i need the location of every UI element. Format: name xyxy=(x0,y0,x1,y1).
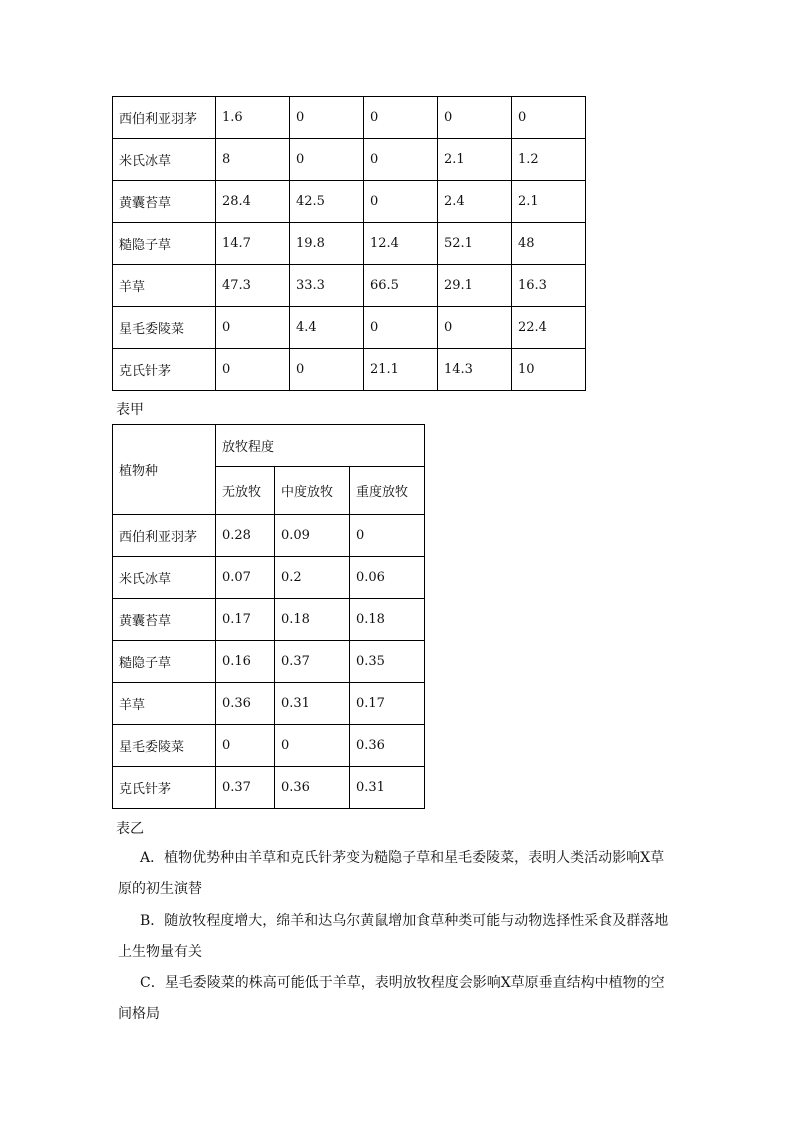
value-cell: 0 xyxy=(438,307,512,349)
header-plant-species: 植物种 xyxy=(113,425,216,515)
value-cell: 0 xyxy=(290,139,364,181)
plant-name-cell: 西伯利亚羽茅 xyxy=(113,515,216,557)
table-row xyxy=(113,683,425,725)
value-cell: 29.1 xyxy=(438,265,512,307)
plant-name-cell: 糙隐子草 xyxy=(113,641,216,683)
table-b-header-row xyxy=(113,425,425,467)
value-cell: 0.18 xyxy=(350,599,425,641)
plant-name-cell: 克氏针茅 xyxy=(113,349,216,391)
value-cell: 0.35 xyxy=(350,641,425,683)
value-cell: 0.36 xyxy=(350,725,425,767)
value-cell: 0.18 xyxy=(275,599,350,641)
value-cell: 22.4 xyxy=(512,307,586,349)
value-cell: 48 xyxy=(512,223,586,265)
value-cell: 21.1 xyxy=(364,349,438,391)
table-row xyxy=(113,767,425,809)
option-a: A．植物优势种由羊草和克氏针茅变为糙隐子草和星毛委陵菜，表明人类活动影响X草原的初生演替 xyxy=(118,850,665,897)
value-cell: 0.36 xyxy=(216,683,275,725)
table-row xyxy=(113,557,425,599)
plant-name-cell: 羊草 xyxy=(113,265,216,307)
value-cell: 16.3 xyxy=(512,265,586,307)
value-cell: 0 xyxy=(216,725,275,767)
table-a xyxy=(112,96,586,391)
value-cell: 8 xyxy=(216,139,290,181)
value-cell: 0.07 xyxy=(216,557,275,599)
value-cell: 0.28 xyxy=(216,515,275,557)
option-c: C．星毛委陵菜的株高可能低于羊草，表明放牧程度会影响X草原垂直结构中植物的空间格局 xyxy=(118,975,665,1022)
value-cell: 14.3 xyxy=(438,349,512,391)
value-cell: 1.2 xyxy=(512,139,586,181)
plant-name-cell: 黄囊苔草 xyxy=(113,181,216,223)
value-cell: 0.09 xyxy=(275,515,350,557)
plant-name-cell: 羊草 xyxy=(113,683,216,725)
table-a-body xyxy=(113,97,586,391)
plant-name-cell: 西伯利亚羽茅 xyxy=(113,97,216,139)
table-row xyxy=(113,139,586,181)
value-cell: 0.06 xyxy=(350,557,425,599)
table-row xyxy=(113,97,586,139)
option-b: B．随放牧程度增大，绵羊和达乌尔黄鼠增加食草种类可能与动物选择性采食及群落地上生物量有关 xyxy=(118,913,669,960)
header-no-grazing: 无放牧 xyxy=(216,467,275,515)
value-cell: 0 xyxy=(438,97,512,139)
value-cell: 2.1 xyxy=(512,181,586,223)
plant-name-cell: 星毛委陵菜 xyxy=(113,725,216,767)
plant-name-cell: 黄囊苔草 xyxy=(113,599,216,641)
value-cell: 2.4 xyxy=(438,181,512,223)
plant-name-cell: 克氏针茅 xyxy=(113,767,216,809)
table-row xyxy=(113,223,586,265)
table-b-body xyxy=(113,515,425,809)
value-cell: 1.6 xyxy=(216,97,290,139)
table-row xyxy=(113,307,586,349)
value-cell: 66.5 xyxy=(364,265,438,307)
table-a-caption: 表甲 xyxy=(116,402,144,418)
value-cell: 0 xyxy=(216,349,290,391)
value-cell: 0.36 xyxy=(275,767,350,809)
header-heavy-grazing: 重度放牧 xyxy=(350,467,425,515)
table-row xyxy=(113,515,425,557)
header-grazing-level: 放牧程度 xyxy=(216,425,425,467)
table-row xyxy=(113,641,425,683)
value-cell: 42.5 xyxy=(290,181,364,223)
plant-name-cell: 糙隐子草 xyxy=(113,223,216,265)
value-cell: 0 xyxy=(364,307,438,349)
value-cell: 0.16 xyxy=(216,641,275,683)
table-b xyxy=(112,424,425,809)
value-cell: 0 xyxy=(364,181,438,223)
plant-name-cell: 米氏冰草 xyxy=(113,139,216,181)
plant-name-cell: 米氏冰草 xyxy=(113,557,216,599)
value-cell: 0.2 xyxy=(275,557,350,599)
value-cell: 0 xyxy=(364,139,438,181)
value-cell: 4.4 xyxy=(290,307,364,349)
value-cell: 0 xyxy=(290,349,364,391)
value-cell: 12.4 xyxy=(364,223,438,265)
value-cell: 0 xyxy=(512,97,586,139)
value-cell: 0.37 xyxy=(275,641,350,683)
value-cell: 33.3 xyxy=(290,265,364,307)
value-cell: 10 xyxy=(512,349,586,391)
value-cell: 0.31 xyxy=(275,683,350,725)
value-cell: 0 xyxy=(290,97,364,139)
table-row xyxy=(113,265,586,307)
value-cell: 47.3 xyxy=(216,265,290,307)
value-cell: 0.17 xyxy=(216,599,275,641)
value-cell: 2.1 xyxy=(438,139,512,181)
value-cell: 0 xyxy=(275,725,350,767)
table-row xyxy=(113,349,586,391)
table-row xyxy=(113,181,586,223)
value-cell: 0.37 xyxy=(216,767,275,809)
table-row xyxy=(113,725,425,767)
value-cell: 0.31 xyxy=(350,767,425,809)
value-cell: 52.1 xyxy=(438,223,512,265)
table-b-caption: 表乙 xyxy=(116,821,144,837)
header-moderate-grazing: 中度放牧 xyxy=(275,467,350,515)
value-cell: 28.4 xyxy=(216,181,290,223)
value-cell: 0 xyxy=(216,307,290,349)
value-cell: 0.17 xyxy=(350,683,425,725)
value-cell: 19.8 xyxy=(290,223,364,265)
value-cell: 0 xyxy=(350,515,425,557)
value-cell: 14.7 xyxy=(216,223,290,265)
value-cell: 0 xyxy=(364,97,438,139)
plant-name-cell: 星毛委陵菜 xyxy=(113,307,216,349)
table-row xyxy=(113,599,425,641)
